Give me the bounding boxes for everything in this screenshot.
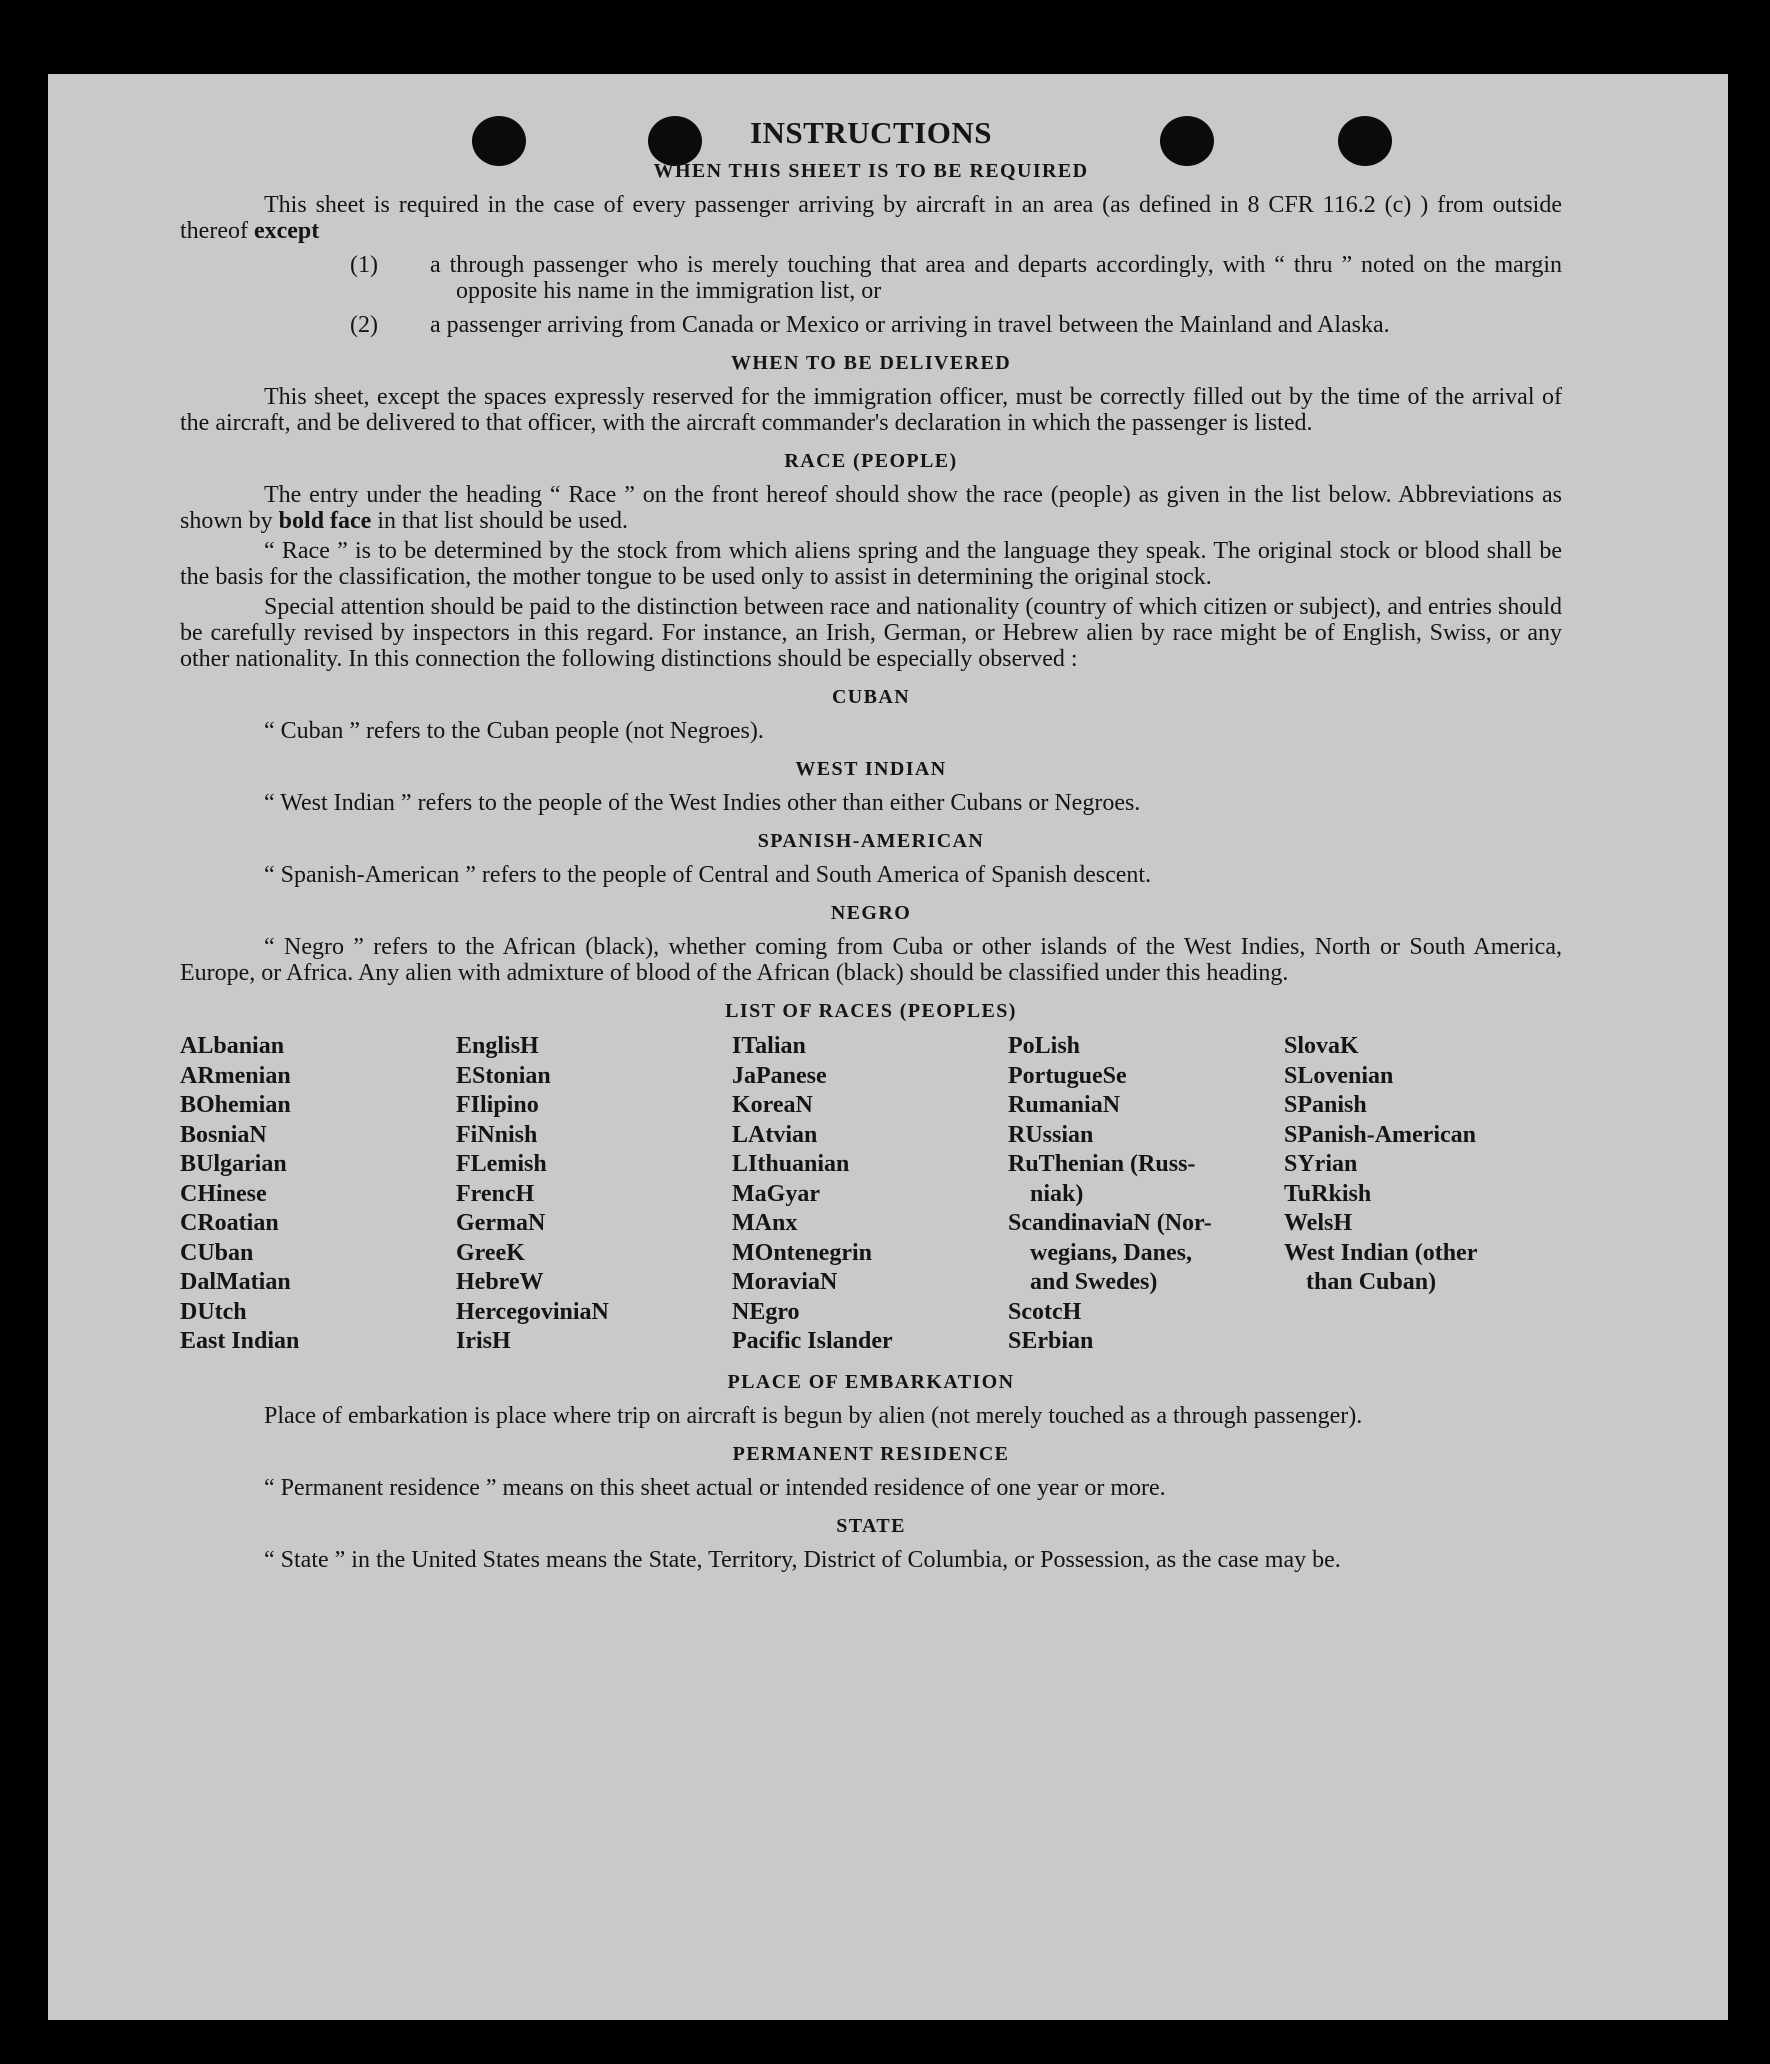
race-entry: LAtvian <box>732 1121 818 1148</box>
exception-item <box>180 312 1562 338</box>
race-entry: DalMatian <box>180 1269 291 1295</box>
race-entry: KoreaN <box>732 1092 813 1118</box>
race-entry: PoLish <box>1008 1033 1081 1059</box>
race-entry: SPanish <box>1284 1092 1367 1118</box>
race-entry: PortugueSe <box>1008 1062 1127 1089</box>
west-indian-text: “ West Indian ” refers to the people of the West Indies other than either Cubans or Negroes. <box>264 790 1141 816</box>
race-entry: MoraviaN <box>732 1269 838 1295</box>
race-entry: SErbian <box>1008 1328 1094 1354</box>
heading-when-required: WHEN THIS SHEET IS TO BE REQUIRED <box>653 160 1089 182</box>
race-list <box>180 1032 1562 1357</box>
race-entry: GreeK <box>456 1239 525 1266</box>
race-entry: FIlipino <box>456 1092 539 1118</box>
race-entry: MAnx <box>732 1210 798 1236</box>
race-paragraph-1 <box>180 482 1562 534</box>
race-entry: ITalian <box>732 1033 806 1059</box>
race-entry: BosniaN <box>180 1121 267 1148</box>
item-number: (2) <box>350 312 378 338</box>
race-paragraph-2: “ Race ” is to be determined by the stock from which aliens spring and the language they speak. The original stock or blood shall be the basis for the classification, the mother tongue to be used only to assist in determining the original stock. <box>180 538 1562 590</box>
spanish-american-text: “ Spanish-American ” refers to the people of Central and South America of Spanish descent. <box>264 862 1152 888</box>
race-entry: NEgro <box>732 1298 800 1325</box>
race-entry: MOntenegrin <box>732 1239 872 1266</box>
race-entry: SLovenian <box>1284 1062 1394 1089</box>
race-entry: RuThenian (Russ- <box>1008 1151 1196 1177</box>
race-entry: EStonian <box>456 1062 551 1089</box>
race-entry: West Indian (other <box>1284 1239 1478 1266</box>
state-text: “ State ” in the United States means the State, Territory, District of Columbia, or Possession, as the case may be. <box>264 1546 1341 1573</box>
page-title: INSTRUCTIONS <box>749 115 992 150</box>
heading-negro: NEGRO <box>830 902 912 924</box>
heading-west-indian: WEST INDIAN <box>795 758 947 780</box>
race-entry: East Indian <box>180 1328 300 1354</box>
race-entry: LIthuanian <box>732 1151 850 1177</box>
race-entry: FrencH <box>456 1180 535 1207</box>
race-entry: MaGyar <box>732 1180 820 1207</box>
race-entry: BUlgarian <box>180 1151 287 1177</box>
race-entry: RUssian <box>1008 1121 1094 1148</box>
item-text: a through passenger who is merely touching that area and departs accordingly, with “ thru ” noted on the margin opposite his name in the immigration list, or <box>430 252 1562 304</box>
race-entry: FiNnish <box>456 1121 538 1148</box>
race-entry: CHinese <box>180 1180 267 1207</box>
race-entry: CUban <box>180 1239 254 1266</box>
race-paragraph-3: Special attention should be paid to the distinction between race and nationality (country of which citizen or subject), and entries should be carefully revised by inspectors in this regard. For instance, an Irish, German, or Hebrew alien by race might be of English, Swiss, or any other nationality. In this connection the following distinctions should be especially observed : <box>180 594 1562 672</box>
race-column <box>1284 1032 1562 1357</box>
heading-when-delivered: WHEN TO BE DELIVERED <box>730 352 1012 374</box>
race-entry: CRoatian <box>180 1210 279 1236</box>
race-entry: ARmenian <box>180 1062 291 1089</box>
race-entry: ALbanian <box>180 1033 285 1059</box>
heading-race: RACE (PEOPLE) <box>784 450 958 472</box>
race-entry: wegians, Danes, <box>1030 1239 1193 1266</box>
heading-state: STATE <box>836 1514 906 1537</box>
race-column <box>1008 1032 1284 1357</box>
heading-list-of-races: LIST OF RACES (PEOPLES) <box>725 1000 1017 1022</box>
race-entry: TuRkish <box>1284 1180 1372 1207</box>
when-delivered-text: This sheet, except the spaces expressly reserved for the immigration officer, must be correctly filled out by the time of the arrival of the aircraft, and be delivered to that officer, with the aircraft commander's declaration in which the passenger is listed. <box>180 384 1562 436</box>
heading-permanent-residence: PERMANENT RESIDENCE <box>732 1442 1010 1465</box>
intro-text: This sheet is required in the case of every passenger arriving by aircraft in an area (as defined in 8 CFR 116.2 (c) ) from outside thereof <box>180 192 1562 244</box>
race-entry: ScotcH <box>1008 1298 1082 1325</box>
heading-embarkation: PLACE OF EMBARKATION <box>727 1370 1015 1393</box>
race-entry: FLemish <box>456 1151 547 1177</box>
instructions-content <box>180 115 1562 1577</box>
race-bold-face: bold face <box>278 508 372 534</box>
race-entry: HebreW <box>456 1269 544 1295</box>
race-column <box>732 1032 1008 1357</box>
race-entry: BOhemian <box>180 1092 291 1118</box>
race-text: in that list should be used. <box>371 508 628 534</box>
cuban-text: “ Cuban ” refers to the Cuban people (not Negroes). <box>264 718 764 744</box>
intro-except: except <box>253 218 320 244</box>
race-entry: HercegoviniaN <box>456 1298 609 1325</box>
race-entry: GermaN <box>456 1210 546 1236</box>
heading-cuban: CUBAN <box>831 686 911 708</box>
race-entry: than Cuban) <box>1306 1269 1437 1295</box>
negro-text: “ Negro ” refers to the African (black), whether coming from Cuba or other islands of the West Indies, North or South America, Europe, or Africa. Any alien with admixture of blood of the African (black) should be classified under this heading. <box>180 934 1562 986</box>
race-entry: JaPanese <box>732 1062 827 1089</box>
embarkation-text: Place of embarkation is place where trip on aircraft is begun by alien (not merely touched as a through passenger). <box>264 1402 1363 1429</box>
race-entry: EnglisH <box>456 1033 539 1059</box>
race-entry: RumaniaN <box>1008 1092 1121 1118</box>
race-column <box>180 1032 456 1357</box>
when-required-intro <box>180 192 1562 244</box>
heading-spanish-american: SPANISH-AMERICAN <box>757 830 985 852</box>
race-entry: SPanish-American <box>1284 1121 1476 1148</box>
permanent-residence-text: “ Permanent residence ” means on this sheet actual or intended residence of one year or more. <box>264 1474 1166 1501</box>
race-entry: WelsH <box>1284 1210 1353 1236</box>
race-entry: Pacific Islander <box>732 1328 893 1354</box>
race-column <box>456 1032 732 1357</box>
item-number: (1) <box>350 252 378 278</box>
item-text: a passenger arriving from Canada or Mexico or arriving in travel between the Mainland and Alaska. <box>430 312 1390 338</box>
race-text: The entry under the heading “ Race ” on the front hereof should show the race (people) as given in the list below. Abbreviations as shown by <box>180 482 1562 534</box>
race-entry: IrisH <box>456 1328 511 1354</box>
race-entry: ScandinaviaN (Nor- <box>1008 1210 1212 1236</box>
race-entry: niak) <box>1030 1180 1084 1207</box>
race-entry: DUtch <box>180 1298 247 1325</box>
race-entry: SlovaK <box>1284 1033 1359 1059</box>
race-entry: and Swedes) <box>1030 1269 1158 1295</box>
race-entry: SYrian <box>1284 1151 1358 1177</box>
exception-item <box>180 252 1562 304</box>
